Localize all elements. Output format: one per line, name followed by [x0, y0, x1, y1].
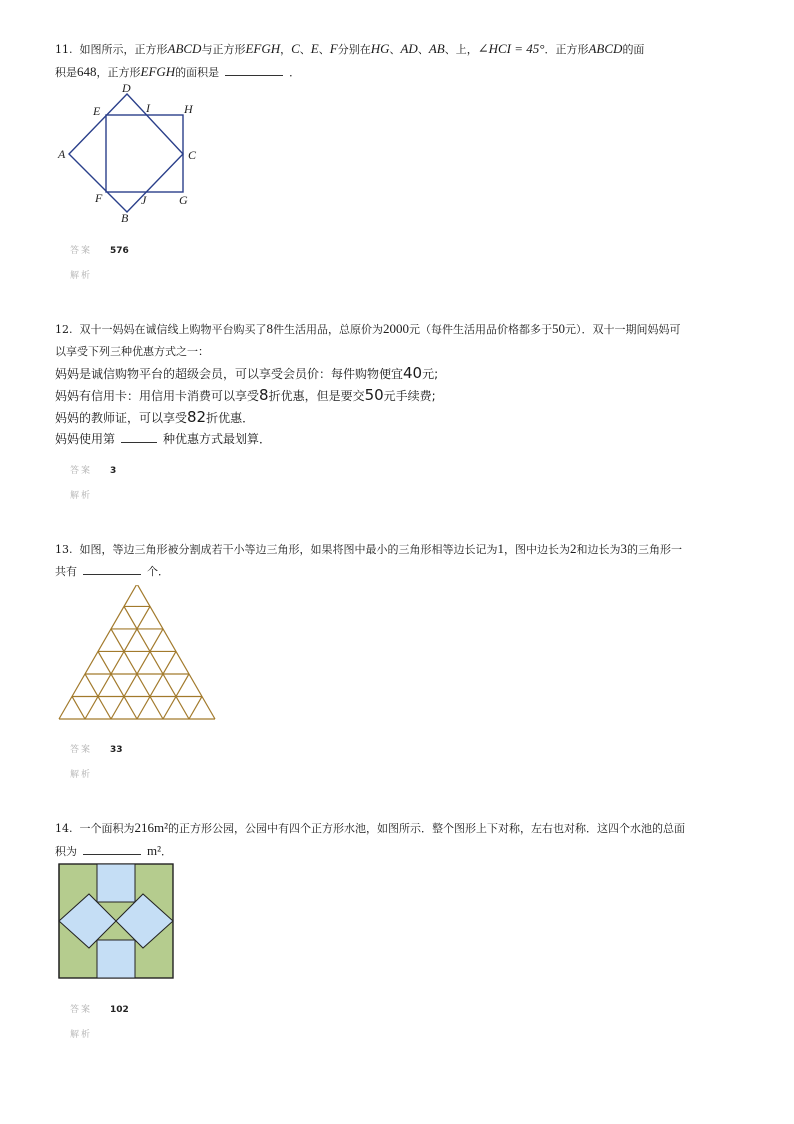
- label-j: J: [141, 193, 147, 207]
- square-efgh: [106, 115, 183, 192]
- grid-line-left: [189, 696, 202, 719]
- label-d: D: [122, 82, 131, 95]
- q11-line-1: 11. 如图所示，正方形ABCD与正方形EFGH，C、E、F分别在HG、AD、AB、上，∠HCI = 45°．正方形ABCD的面: [55, 41, 645, 56]
- question-13: [55, 538, 745, 583]
- q12-answer-row: 答案 3: [70, 466, 117, 476]
- q11-answer-row: 答案 576: [70, 246, 129, 256]
- label-b: B: [121, 211, 129, 224]
- grid-line-right: [124, 606, 189, 719]
- label-h: H: [184, 102, 193, 116]
- grid-line-left: [85, 606, 150, 719]
- q12-option-2: 妈妈有信用卡：用信用卡消费可以享受8折优惠，但是要交50元手续费;: [55, 386, 436, 404]
- pool-top: [97, 864, 135, 902]
- q12-analysis[interactable]: 解析: [70, 491, 93, 501]
- question-14: [55, 817, 745, 863]
- answer-blank[interactable]: [225, 65, 283, 76]
- label-i: I: [146, 101, 150, 115]
- q11-analysis[interactable]: 解析: [70, 271, 93, 281]
- q13-line-1: 13. 如图，等边三角形被分割成若干小等边三角形，如果将图中最小的三角形相等边长记为1，图中边长为2和边长为3的三角形一: [55, 541, 682, 556]
- label-c: C: [188, 148, 197, 162]
- q11-geometry-figure: [55, 82, 215, 224]
- q11-line-2: 积是648，正方形EFGH的面积是 ．: [55, 64, 301, 79]
- question-11: [55, 38, 745, 84]
- q14-park-figure: [57, 862, 175, 980]
- q13-line-2: 共有 个．: [55, 565, 169, 578]
- q13-analysis[interactable]: 解析: [70, 770, 93, 780]
- q12-option-1: 妈妈是诚信购物平台的超级会员，可以享受会员价：每件购物便宜40元;: [55, 364, 439, 382]
- grid-line-right: [72, 696, 85, 719]
- q14-answer-row: 答案 102: [70, 1005, 129, 1015]
- q13-triangle-grid-figure: [57, 585, 217, 721]
- q12-option-3: 妈妈的教师证，可以享受82折优惠．: [55, 408, 255, 426]
- answer-blank[interactable]: [83, 844, 141, 855]
- q12-line-1: 12. 双十一妈妈在诚信线上购物平台购买了8件生活用品，总原价为2000元（每件生活用品价格都多于50元）．双十一期间妈妈可: [55, 321, 681, 336]
- q14-line-1: 14. 一个面积为216m²的正方形公园，公园中有四个正方形水池，如图所示．整个图形上下对称，左右也对称．这四个水池的总面: [55, 820, 686, 835]
- label-a: A: [58, 147, 66, 161]
- question-12: [55, 318, 745, 450]
- label-e: E: [93, 104, 101, 118]
- q12-option-4: 妈妈使用第 种优惠方式最划算．: [55, 432, 272, 446]
- q12-line-2: 以享受下列三种优惠方式之一：: [55, 345, 209, 358]
- q14-analysis[interactable]: 解析: [70, 1030, 93, 1040]
- square-abcd: [69, 94, 183, 212]
- label-g: G: [179, 193, 188, 207]
- q14-line-2: 积为 m²．: [55, 843, 173, 858]
- answer-blank[interactable]: [83, 564, 141, 575]
- pool-bottom: [97, 940, 135, 978]
- q13-answer-row: 答案 33: [70, 745, 123, 755]
- answer-blank[interactable]: [121, 432, 157, 443]
- label-f: F: [95, 191, 103, 205]
